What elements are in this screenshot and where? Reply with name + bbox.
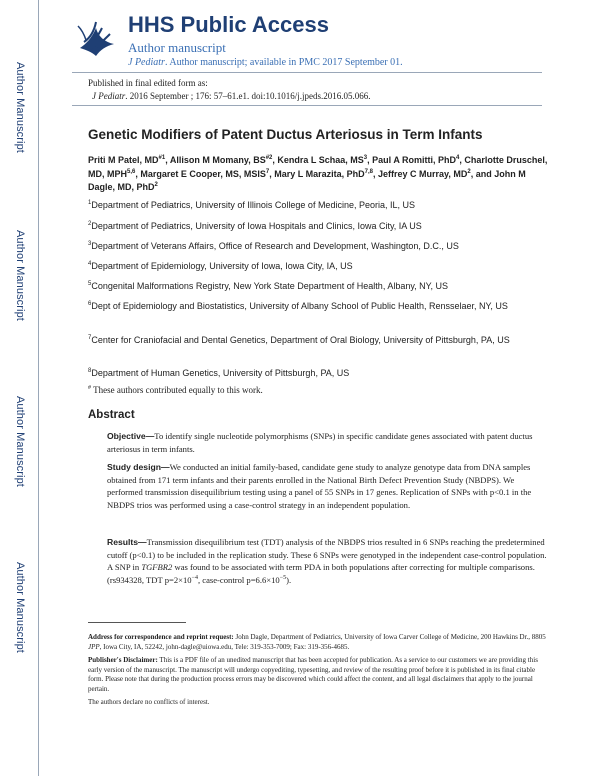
- article-title: Genetic Modifiers of Patent Ductus Arteriosus in Term Infants: [88, 127, 483, 142]
- availability-text: . Author manuscript; available in PMC 2017 September 01.: [164, 57, 403, 68]
- citation-rule: [72, 105, 542, 106]
- author-separator: ,: [367, 155, 373, 165]
- author-separator: ,: [269, 168, 275, 179]
- author-affiliation-mark: 7: [265, 168, 270, 175]
- disclaimer-text: This is a PDF file of an unedited manuscript that has been accepted for publication. As a service to our customers we are providing this early version of the manuscript. The manuscript will undergo copyediting, typesetting, and review of the resulting proof before it is published in its final citable form. Please note that during the production process errors may be discovered which could affect the content, and all legal disclaimers that apply to the journal pertain.: [88, 656, 538, 693]
- author-name: Paul A Romitti, PhD: [372, 155, 456, 165]
- design-label: Study design—: [107, 462, 170, 472]
- results-exp-2: −5: [279, 574, 287, 581]
- author-name: Margaret E Cooper, MS, MSIS: [140, 168, 266, 179]
- results-gene: TGFBR2: [141, 562, 173, 572]
- results-label: Results—: [107, 537, 147, 547]
- sidebar-label: Author Manuscript: [14, 230, 26, 321]
- correspondence-text-2: , Iowa City, IA, 52242, john-dagle@uiowa.edu, Tele: 319-353-7009; Fax: 319-356-4685.: [99, 642, 350, 651]
- author-affiliation-mark: #2: [265, 155, 273, 161]
- footnote-rule: [88, 622, 186, 623]
- author-affiliation-mark: 5,6: [127, 168, 136, 175]
- affiliation-text: Congenital Malformations Registry, New York State Department of Health, Albany, NY, US: [91, 281, 449, 291]
- affiliation-item: [88, 240, 548, 253]
- citation-journal: J Pediatr: [92, 91, 126, 101]
- affiliation-number: 7: [88, 335, 92, 341]
- citation: [92, 91, 370, 101]
- affiliation-text: Department of Epidemiology, University of Iowa, Iowa City, IA, US: [91, 261, 353, 271]
- author-separator: ,: [135, 168, 141, 179]
- journal-availability: [128, 57, 403, 68]
- author-name: Kendra L Schaa, MS: [277, 155, 364, 165]
- author-name: John M Dagle, MD, PhD: [88, 168, 526, 192]
- correspondence-jpp: JPP: [88, 642, 100, 651]
- author-name: Allison M Momany, BS: [169, 155, 266, 165]
- affiliation-number: 8: [88, 368, 92, 374]
- affiliation-number: 4: [88, 261, 92, 267]
- results-paragraph: [107, 536, 547, 586]
- author-affiliation-mark: 3: [363, 155, 368, 161]
- objective-paragraph: [107, 430, 547, 455]
- affiliation-text: Department of Pediatrics, University of Iowa Hospitals and Clinics, Iowa City, IA US: [91, 221, 422, 231]
- affiliation-text: Department of Human Genetics, University of Pittsburgh, PA, US: [91, 368, 350, 378]
- affiliation-item: [88, 199, 548, 212]
- equal-contribution-note: [88, 385, 263, 395]
- author-name: Mary L Marazita, PhD: [274, 168, 365, 179]
- sidebar-divider: [38, 0, 39, 776]
- affiliation-item: [88, 334, 548, 347]
- author-separator: ,: [372, 168, 378, 179]
- affiliation-item: [88, 260, 548, 273]
- results-text: Transmission disequilibrium test (TDT) analysis of the NBDPS trios resulted in 6 SNPs reaching the predetermined cutoff (p<0.1) to be included in the replication study. These 6 SNPs were genotyped in the independent case-control population. A SNP in: [107, 537, 547, 572]
- objective-label: Objective—: [107, 431, 155, 441]
- design-paragraph: [107, 461, 547, 511]
- author-affiliation-mark: #1: [158, 155, 166, 161]
- results-text-2: was found to be associated with term PDA in both populations after correcting for multiple comparisons. (rs934328, TDT p=2×10: [107, 562, 535, 585]
- author-affiliation-mark: 7,8: [364, 168, 373, 175]
- equal-note-text: These authors contributed equally to this work.: [91, 385, 263, 395]
- author-list: [88, 154, 548, 195]
- sidebar-label: Author Manuscript: [14, 396, 26, 487]
- sidebar-label: Author Manuscript: [14, 562, 26, 653]
- hhs-eagle-logo: [72, 14, 120, 62]
- disclaimer-label: Publisher's Disclaimer:: [88, 656, 158, 664]
- header-title: HHS Public Access: [128, 12, 329, 37]
- citation-text: . 2016 September ; 176: 57–61.e1. doi:10.1016/j.jpeds.2016.05.066.: [125, 91, 371, 101]
- affiliation-number: 2: [88, 221, 92, 227]
- affiliation-text: Dept of Epidemiology and Biostatistics, University of Albany School of Public Health, Rensselaer, NY, US: [91, 301, 508, 311]
- author-affiliation-mark: 2: [154, 182, 158, 188]
- affiliation-item: [88, 300, 548, 313]
- affiliation-item: [88, 220, 548, 233]
- header-rule: [72, 72, 542, 73]
- sidebar-label: Author Manuscript: [14, 62, 26, 153]
- journal-abbr: J Pediatr: [128, 57, 165, 68]
- author-separator: , and: [470, 168, 495, 179]
- affiliation-number: 3: [88, 241, 92, 247]
- author-affiliation-mark: 2: [467, 168, 471, 175]
- results-text-3: , case-control p=6.6×10: [197, 574, 280, 585]
- affiliation-text: Department of Veterans Affairs, Office of Research and Development, Washington, D.C., US: [91, 241, 459, 251]
- results-exp-1: −4: [191, 574, 198, 581]
- affiliation-number: 5: [88, 281, 92, 287]
- author-name: Charlotte Druschel, MD, MPH: [88, 155, 548, 179]
- affiliation-text: Center for Craniofacial and Dental Genetics, Department of Oral Biology, University of Pittsburgh, PA, US: [91, 335, 510, 345]
- author-separator: ,: [165, 155, 170, 165]
- affiliation-number: 6: [88, 301, 92, 307]
- author-name: Priti M Patel, MD: [88, 155, 159, 165]
- author-affiliation-mark: 4: [456, 155, 460, 161]
- abstract-heading: Abstract: [88, 409, 135, 421]
- equal-note-mark: #: [88, 385, 91, 391]
- author-separator: ,: [459, 155, 465, 165]
- correspondence-label: Address for correspondence and reprint request:: [88, 633, 234, 641]
- correspondence-footnote: [88, 633, 548, 652]
- affiliation-item: [88, 367, 548, 380]
- author-separator: ,: [272, 155, 278, 165]
- disclaimer-footnote: [88, 656, 548, 694]
- objective-text: To identify single nucleotide polymorphisms (SNPs) in specific candidate genes associated with patent ductus arteriosus in term infants.: [107, 431, 533, 454]
- results-text-4: ).: [286, 574, 292, 585]
- affiliation-number: 1: [88, 200, 92, 206]
- conflicts-footnote: The authors declare no conflicts of interest.: [88, 698, 210, 706]
- design-text: We conducted an initial family-based, candidate gene study to analyze genotype data from DNA samples obtained from 171 term infants and their parents enrolled in the National Birth Defect Prevention Study (NBDPS). We performed transmission disequilibrium testing using a panel of 55 SNPs in 17 genes. Replication of SNPs with p<0.1 in the NBDPS trios was performed using a case-control strategy in an independent population.: [107, 462, 532, 510]
- published-label: Published in final edited form as:: [88, 78, 208, 88]
- affiliation-item: [88, 280, 548, 293]
- correspondence-text: John Dagle, Department of Pediatrics, University of Iowa Carver College of Medicine, 200 Hawkins Dr., 8805: [233, 633, 546, 641]
- header-subtitle: Author manuscript: [128, 40, 226, 55]
- author-name: Jeffrey C Murray, MD: [377, 168, 468, 179]
- affiliation-text: Department of Pediatrics, University of Illinois College of Medicine, Peoria, IL, US: [91, 200, 415, 210]
